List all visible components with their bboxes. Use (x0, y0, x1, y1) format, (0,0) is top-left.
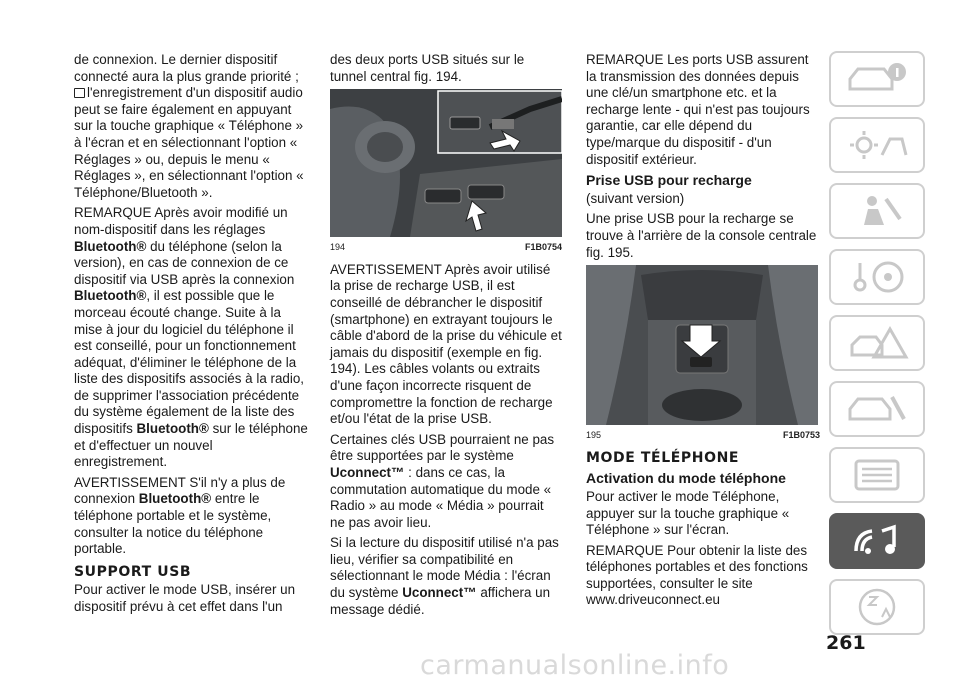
paragraph: AVERTISSEMENT Après avoir utilisé la prise de recharge USB, il est conseillé de débrancher le dispositif (smartphone) en extrayant toujours le câble d'abord de la prise du véhicule et jamais du dispositif (exemple en fig. 194). Les câbles volants ou extraits d'une façon incorrecte risquent de compromettre la fonction de recharge et/ou l'état de la prise USB. (330, 261, 562, 427)
subheading-usb-charge: Prise USB pour recharge (586, 172, 752, 189)
chapter-tabs (829, 51, 927, 645)
subheading-phone-activation: Activation du mode téléphone (586, 470, 786, 487)
figure-number: 194 (330, 242, 346, 253)
paragraph: REMARQUE Pour obtenir la liste des téléphones portables et des fonctions supportées, consulter le site www.driveuconnect.eu (586, 542, 808, 608)
figure-number: 195 (586, 430, 602, 441)
tab-emergency[interactable] (829, 315, 925, 371)
text-column-1 (74, 52, 308, 620)
seat-airbag-icon (842, 191, 912, 231)
tab-starting[interactable] (829, 249, 925, 305)
figure-code: F1B0754 (524, 242, 562, 253)
tab-multimedia[interactable] (829, 513, 925, 569)
car-info-icon (842, 59, 912, 99)
phone-icon (74, 88, 85, 98)
tab-dashboard[interactable] (829, 117, 925, 173)
dashboard-lights-icon (842, 125, 912, 165)
paragraph: REMARQUE Après avoir modifié un nom-dispositif dans les réglages Bluetooth® du téléphone (selon la version), en cas de connexion de ce dispositif via USB après la connexion Bluetooth®, il est possible que le morceau écouté change. Suite à la mise à jour du logiciel du téléphone il est conseillé, pour un fonctionnement adéquat, d'éliminer le téléphone de la liste des dispositifs associés à la radio, de supprimer l'association précédente du système également de la liste des dispositifs Bluetooth® sur le téléphone et d'effectuer un nouvel enregistrement. (74, 205, 308, 470)
tab-safety[interactable] (829, 183, 925, 239)
tab-index[interactable] (829, 579, 925, 635)
tab-maintenance[interactable] (829, 381, 925, 437)
figure-194-usb-ports (330, 89, 562, 237)
paragraph: de connexion. Le dernier dispositif connecté aura la plus grande priorité ; l'enregistrement d'un dispositif audio peut se faire également en appuyant sur la touche graphique « Téléphone » à l'écran et en sélectionnant l'option « Réglages » ou, depuis le menu « Réglages », en sélectionnant l'option « Téléphone/Bluetooth ». (74, 52, 304, 200)
multimedia-icon (842, 521, 912, 561)
figure-195-rear-usb (586, 265, 818, 425)
key-steering-icon (842, 257, 912, 297)
text-column-3 (586, 52, 820, 613)
section-heading-usb: SUPPORT USB (74, 563, 192, 580)
paragraph: Une prise USB pour la recharge se trouve à l'arrière de la console centrale fig. 195. (586, 211, 817, 260)
version-note: (suivant version) (586, 190, 685, 206)
paragraph: Pour activer le mode Téléphone, appuyer sur la touche graphique « Téléphone » sur l'écran. (586, 488, 790, 538)
spec-list-icon (842, 455, 912, 495)
watermark: carmanualsonline.info (420, 650, 730, 681)
car-service-icon (842, 389, 912, 429)
page-number: 261 (826, 632, 866, 654)
tab-technical[interactable] (829, 447, 925, 503)
usb-ports-illustration (330, 89, 562, 237)
rear-usb-illustration (586, 265, 818, 425)
alphabet-index-icon (842, 587, 912, 627)
paragraph: Pour activer le mode USB, insérer un dispositif prévu à cet effet dans l'un (74, 582, 296, 614)
paragraph: REMARQUE Les ports USB assurent la transmission des données depuis une clé/un smartphone etc. et la recharge lente - qui n'est pas toujours garantie, car elle dépend du type/marque du dispositif - d'un dispositif extérieur. (586, 52, 810, 167)
paragraph: des deux ports USB situés sur le tunnel central fig. 194. (330, 52, 525, 84)
text-column-2 (330, 52, 562, 622)
warning-triangle-icon (842, 323, 912, 363)
figure-code: F1B0753 (782, 430, 820, 441)
paragraph: AVERTISSEMENT S'il n'y a plus de connexion Bluetooth® entre le téléphone portable et le système, consulter la notice du téléphone portable. (74, 474, 286, 557)
paragraph: Certaines clés USB pourraient ne pas être supportées par le système Uconnect™ : dans ce cas, la commutation automatique du mode « Radio » au mode « Média » pourrait ne pas avoir lieu. (330, 431, 555, 530)
tab-car-info[interactable] (829, 51, 925, 107)
figure-caption (330, 239, 562, 256)
section-heading-phone: MODE TÉLÉPHONE (586, 449, 740, 466)
paragraph: Si la lecture du dispositif utilisé n'a pas lieu, vérifier sa compatibilité en sélectionnant le mode Média : l'écran du système Uconnect™ affichera un message dédié. (330, 535, 559, 617)
figure-caption (586, 427, 820, 444)
